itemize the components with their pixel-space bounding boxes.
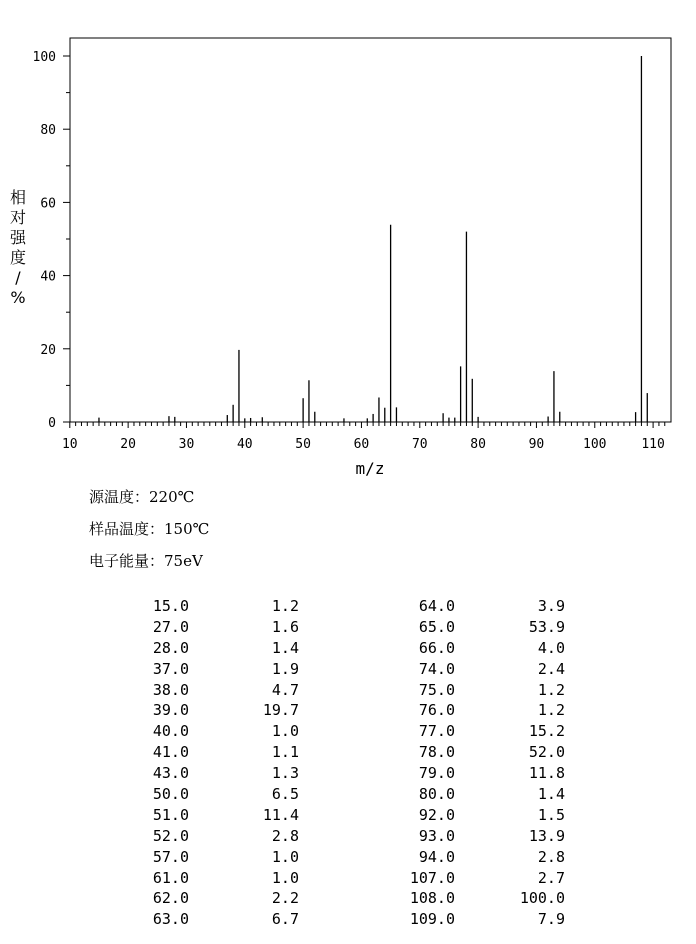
peak-mz: 41.0 [152,743,189,762]
peak-mz: 74.0 [418,659,455,678]
peak-mz: 65.0 [418,617,455,636]
peak-bars [99,56,647,422]
peak-mz: 92.0 [418,805,455,824]
peak-row [139,909,299,930]
peak-mz: 93.0 [418,826,455,845]
y-tick-label: 40 [40,269,56,285]
y-axis [33,50,70,431]
x-tick-label: 10 [61,437,78,452]
source-temperature: 源温度：220℃ [89,488,195,506]
peak-mz: 66.0 [418,638,455,657]
peak-abundance: 1.2 [537,680,565,699]
x-tick-label: 50 [295,437,311,452]
peak-abundance: 1.6 [271,617,299,636]
peak-mz: 52.0 [152,826,189,845]
x-tick-label: 30 [178,437,195,452]
peak-row [139,868,299,889]
peak-row [405,805,565,826]
peak-mz: 50.0 [152,785,189,804]
peak-row [139,680,299,701]
x-tick-label: 70 [411,437,428,452]
y-axis-label-char: % [10,288,26,307]
peak-abundance: 19.7 [262,701,299,720]
x-axis-label: m/z [355,459,385,478]
peak-mz: 40.0 [152,722,189,741]
x-axis [62,422,665,452]
peak-mz: 109.0 [409,910,455,929]
peak-mz: 57.0 [152,847,189,866]
peak-row [139,847,299,868]
peak-abundance: 1.4 [537,785,565,804]
peak-row [405,721,565,742]
peak-abundance: 13.9 [528,826,565,845]
peak-abundance: 2.4 [537,659,565,678]
x-tick-label: 20 [120,437,136,452]
peak-mz: 61.0 [152,868,189,887]
peak-abundance: 3.9 [537,597,565,615]
peak-row [405,888,565,909]
peak-row [139,596,299,617]
peak-row [139,742,299,763]
peak-row [139,617,299,638]
peak-mz: 63.0 [152,910,189,929]
y-tick-label: 100 [32,50,56,65]
peak-abundance: 2.2 [271,889,299,908]
peak-abundance: 1.2 [271,597,299,615]
x-tick-label: 40 [236,437,253,452]
peak-table-right [405,596,565,930]
peak-abundance: 1.0 [271,722,299,741]
peak-row [139,638,299,659]
peak-abundance: 2.7 [537,868,565,887]
peak-row [405,659,565,680]
peak-row [405,868,565,889]
peak-mz: 15.0 [152,597,189,615]
peak-mz: 94.0 [418,847,455,866]
peak-row [405,742,565,763]
x-tick-label: 80 [470,437,486,452]
peak-mz: 77.0 [418,722,455,741]
peak-mz: 108.0 [409,889,455,908]
y-tick-label: 80 [40,123,56,139]
peak-abundance: 1.2 [537,701,565,720]
peak-row [139,826,299,847]
y-tick-label: 20 [40,342,56,358]
peak-abundance: 11.4 [262,805,299,824]
peak-mz: 80.0 [418,785,455,804]
peak-row [405,700,565,721]
peak-mz: 75.0 [418,680,455,699]
peak-row [405,784,565,805]
y-axis-label-char: / [15,268,21,287]
peak-row [405,638,565,659]
peak-abundance: 2.8 [537,847,565,866]
x-tick-label: 60 [353,437,370,452]
peak-row [405,617,565,638]
peak-mz: 51.0 [152,805,189,824]
peak-row [405,847,565,868]
peak-abundance: 52.0 [528,743,565,762]
peak-row [139,805,299,826]
peak-abundance: 2.8 [271,826,299,845]
peak-mz: 107.0 [409,868,455,887]
peak-abundance: 1.0 [271,847,299,866]
peak-mz: 37.0 [152,659,189,678]
peak-abundance: 7.9 [537,910,565,929]
peak-mz: 39.0 [152,701,189,720]
peak-abundance: 1.0 [271,868,299,887]
peak-abundance: 4.0 [537,638,565,657]
peak-row [139,784,299,805]
y-axis-label [8,188,28,308]
peak-abundance: 15.2 [528,722,565,741]
peak-table-left [139,596,299,930]
peak-abundance: 1.9 [271,659,299,678]
x-tick-label: 90 [528,437,545,452]
electron-energy: 电子能量：75eV [89,552,203,570]
x-tick-label: 100 [583,437,607,452]
peak-mz: 64.0 [418,597,455,615]
peak-row [139,888,299,909]
peak-row [405,596,565,617]
peak-mz: 28.0 [152,638,189,657]
peak-row [405,909,565,930]
peak-mz: 79.0 [418,764,455,783]
peak-row [405,763,565,784]
peak-mz: 38.0 [152,680,189,699]
peak-abundance: 6.7 [271,910,299,929]
peak-abundance: 100.0 [519,889,565,908]
peak-mz: 76.0 [418,701,455,720]
peak-abundance: 6.5 [271,785,299,804]
y-axis-label-char: 对 [9,208,26,227]
peak-abundance: 1.4 [271,638,299,657]
peak-row [139,721,299,742]
peak-abundance: 4.7 [271,680,299,699]
peak-row [139,763,299,784]
y-tick-label: 0 [48,416,56,431]
peak-abundance: 1.3 [271,764,299,783]
peak-mz: 78.0 [418,743,455,762]
y-axis-label-char: 强 [9,228,26,247]
peak-row [139,659,299,680]
peak-mz: 62.0 [152,889,189,908]
x-tick-label: 110 [641,437,665,452]
peak-abundance: 53.9 [528,617,565,636]
y-axis-label-char: 度 [9,248,26,267]
peak-abundance: 1.1 [271,743,299,762]
peak-mz: 27.0 [152,617,189,636]
plot-frame [70,38,671,422]
peak-row [405,680,565,701]
sample-temperature: 样品温度：150℃ [89,520,210,538]
peak-row [139,700,299,721]
peak-mz: 43.0 [152,764,189,783]
peak-abundance: 11.8 [528,764,565,783]
y-axis-label-char: 相 [9,188,26,207]
y-tick-label: 60 [40,196,56,212]
peak-row [405,826,565,847]
peak-abundance: 1.5 [537,805,565,824]
